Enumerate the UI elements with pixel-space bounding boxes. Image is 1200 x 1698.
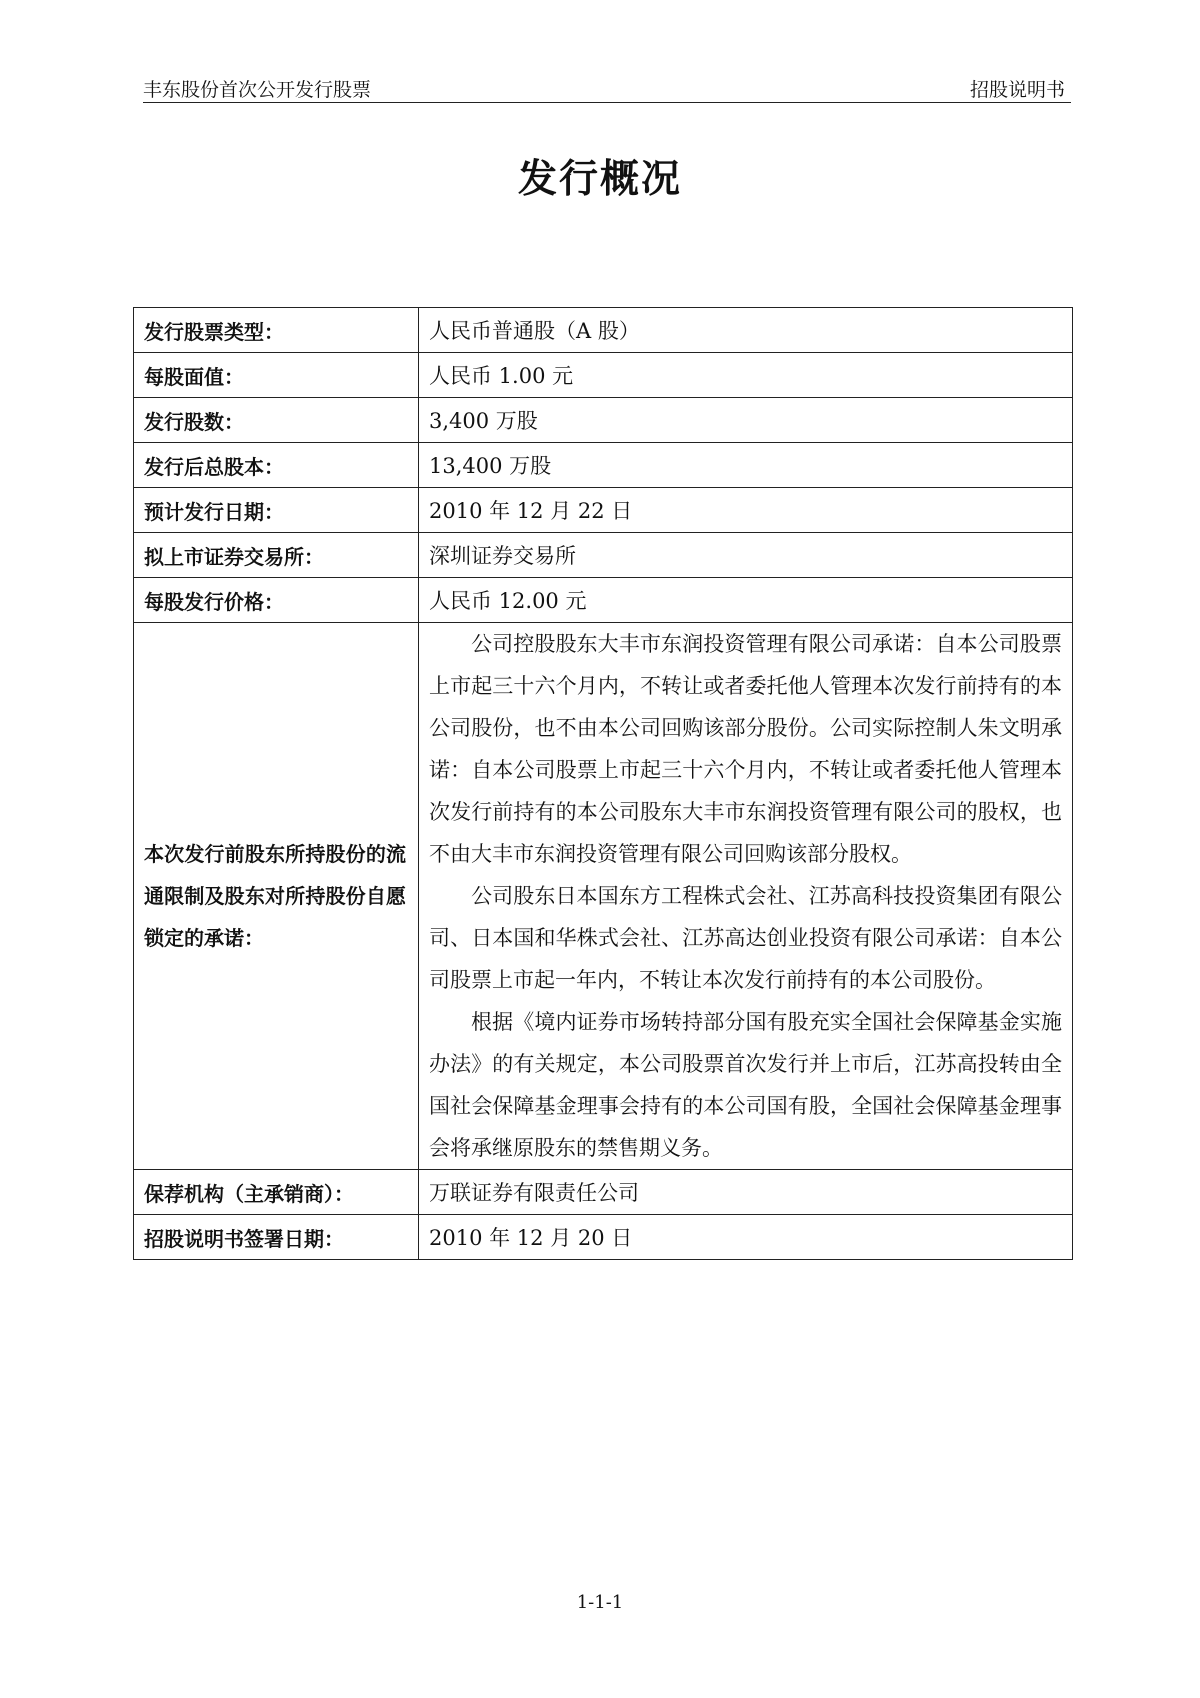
- row-value: 3,400 万股: [419, 398, 1073, 443]
- lockup-paragraph: 根据《境内证券市场转持部分国有股充实全国社会保障基金实施办法》的有关规定，本公司股票首次发行并上市后，江苏高投转由全国社会保障基金理事会持有的本公司国有股，全国社会保障基金理事会将承继原股东的禁售期义务。: [429, 1010, 1062, 1160]
- lockup-label: 本次发行前股东所持股份的流通限制及股东对所持股份自愿锁定的承诺：: [134, 623, 419, 1170]
- row-label: 招股说明书签署日期：: [134, 1215, 419, 1260]
- table-row: [134, 533, 1073, 578]
- row-label: 每股面值：: [134, 353, 419, 398]
- page-title: 发行概况: [517, 157, 682, 202]
- issuance-overview-table: [133, 307, 1073, 1260]
- lockup-paragraph: 公司控股股东大丰市东润投资管理有限公司承诺：自本公司股票上市起三十六个月内，不转让或者委托他人管理本次发行前持有的本公司股份，也不由本公司回购该部分股份。公司实际控制人朱文明承诺：自本公司股票上市起三十六个月内，不转让或者委托他人管理本次发行前持有的本公司股东大丰市东润投资管理有限公司的股权，也不由大丰市东润投资管理有限公司回购该部分股权。: [429, 632, 1062, 866]
- page-number: 1-1-1: [576, 1592, 624, 1613]
- row-value: 2010 年 12 月 22 日: [419, 488, 1073, 533]
- page-header: [143, 72, 1071, 103]
- row-label: 发行后总股本：: [134, 443, 419, 488]
- lockup-paragraph: 公司股东日本国东方工程株式会社、江苏高科技投资集团有限公司、日本国和华株式会社、江苏高达创业投资有限公司承诺：自本公司股票上市起一年内，不转让本次发行前持有的本公司股份。: [429, 884, 1062, 992]
- table-row: [134, 488, 1073, 533]
- row-value: 2010 年 12 月 20 日: [419, 1215, 1073, 1260]
- row-label: 拟上市证券交易所：: [134, 533, 419, 578]
- table-row: [134, 443, 1073, 488]
- row-label: 发行股数：: [134, 398, 419, 443]
- table-row: [134, 308, 1073, 353]
- row-label: 预计发行日期：: [134, 488, 419, 533]
- table-row: [134, 578, 1073, 623]
- row-value: 人民币 1.00 元: [419, 353, 1073, 398]
- row-value: 深圳证券交易所: [419, 533, 1073, 578]
- row-value: 13,400 万股: [419, 443, 1073, 488]
- table-row: [134, 353, 1073, 398]
- lockup-commitment-row: [134, 623, 1073, 1170]
- row-value: 人民币 12.00 元: [419, 578, 1073, 623]
- table-row: [134, 1215, 1073, 1260]
- header-company-title: 丰东股份首次公开发行股票: [143, 79, 372, 101]
- row-label: 发行股票类型：: [134, 308, 419, 353]
- row-label: 保荐机构（主承销商）：: [134, 1170, 419, 1215]
- row-label: 每股发行价格：: [134, 578, 419, 623]
- row-value: 万联证券有限责任公司: [419, 1170, 1073, 1215]
- row-value: 人民币普通股（A 股）: [419, 308, 1073, 353]
- header-document-type: 招股说明书: [969, 79, 1065, 101]
- lockup-content: [419, 623, 1073, 1170]
- table-row: [134, 1170, 1073, 1215]
- table-row: [134, 398, 1073, 443]
